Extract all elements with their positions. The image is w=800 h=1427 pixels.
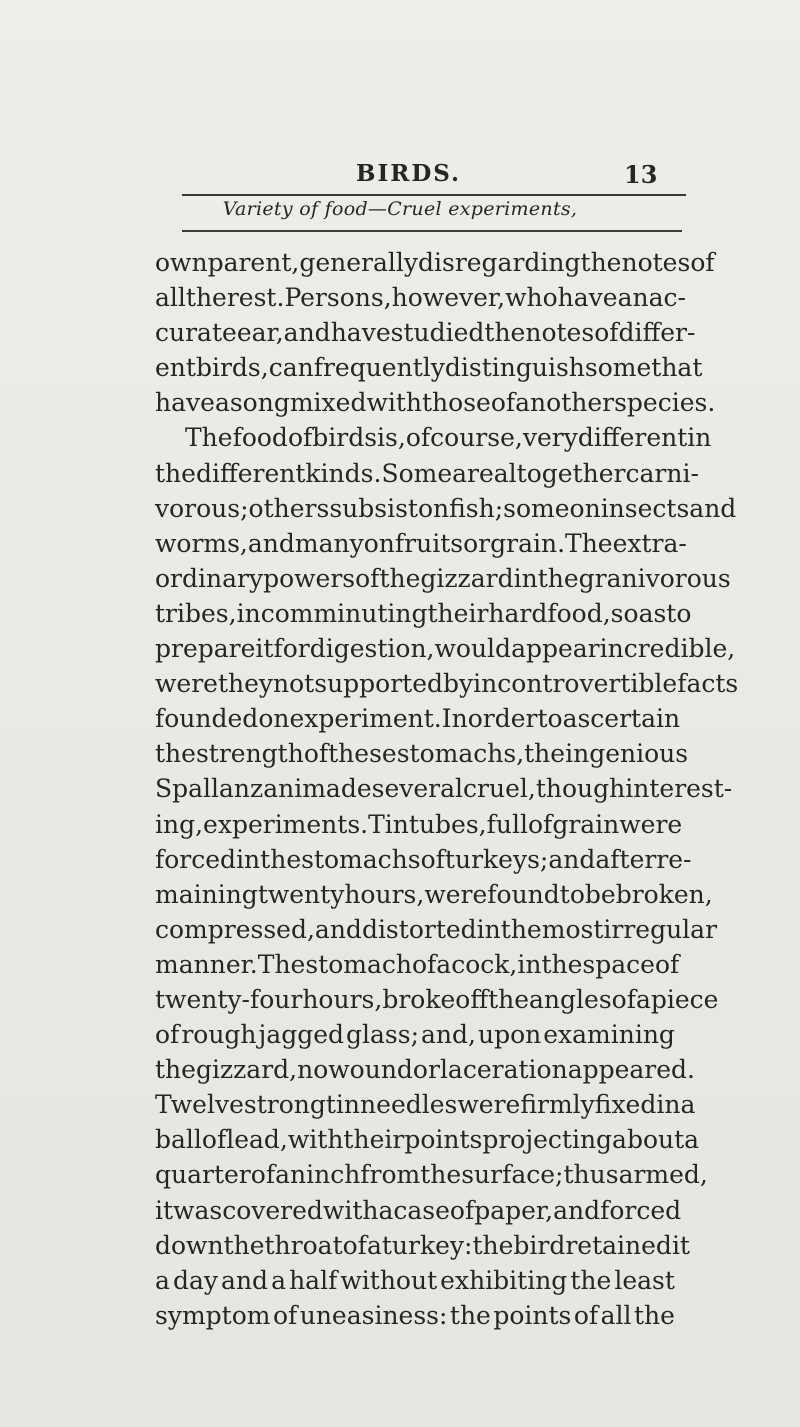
- running-head-title: BIRDS.: [356, 160, 462, 187]
- text-line: prepare it for digestion, would appear incredible,: [155, 634, 736, 664]
- text-line: the gizzard, no wound or laceration appeared.: [155, 1055, 695, 1085]
- text-line: own parent, generally disregarding the notes of: [155, 248, 715, 277]
- text-line: vorous; others subsist on fish; some on insects and: [155, 493, 737, 523]
- running-head: [0, 160, 800, 194]
- text-line: compressed, and distorted in the most irregular: [155, 914, 718, 944]
- text-line: it was covered with a case of paper, and forced: [155, 1195, 682, 1225]
- text-line: twenty-four hours, broke off the angles of a piece: [155, 984, 719, 1014]
- text-line: ent birds, can frequently distinguish some that: [155, 353, 703, 383]
- text-line: have a song mixed with those of another species.: [155, 388, 716, 418]
- text-line: The food of birds is, of course, very different in: [185, 423, 712, 453]
- text-line: ordinary powers of the gizzard in the granivorous: [155, 563, 731, 593]
- text-line: forced in the stomachs of turkeys; and after re-: [155, 844, 692, 874]
- text-line: of rough jagged glass; and, upon examining: [155, 1020, 675, 1050]
- text-line: symptom of uneasiness: the points of all the: [155, 1300, 675, 1330]
- text-line: all the rest. Persons, however, who have an ac-: [155, 283, 686, 313]
- text-line: Spallanzani made several cruel, though interest-: [155, 774, 733, 804]
- text-line: the different kinds. Some are altogether carni-: [155, 458, 699, 488]
- page-number: 13: [624, 160, 658, 189]
- body-text: [155, 245, 739, 1333]
- text-line: tribes, in comminuting their hard food, so as to: [155, 598, 692, 628]
- header-rule-bottom: [182, 230, 682, 232]
- text-line: down the throat of a turkey: the bird retained it: [155, 1230, 690, 1260]
- text-line: founded on experiment. In order to ascertain: [155, 704, 681, 734]
- text-line: quarter of an inch from the surface; thus armed,: [155, 1160, 708, 1190]
- header-rule-top: [182, 194, 686, 196]
- text-line: ing, experiments. Tin tubes, full of grain were: [155, 809, 683, 839]
- text-line: a day and a half without exhibiting the least: [155, 1265, 675, 1295]
- text-line: maining twenty hours, were found to be broken,: [155, 879, 713, 909]
- text-line: ball of lead, with their points projecting about a: [155, 1125, 700, 1155]
- text-line: were they not supported by incontrovertible facts: [155, 669, 739, 699]
- text-line: the strength of these stomachs, the ingenious: [155, 739, 689, 769]
- text-line: worms, and many on fruits or grain. The extra-: [155, 528, 687, 558]
- text-line: Twelve strong tin needles were firmly fixed in a: [155, 1090, 696, 1120]
- text-line: curate ear, and have studied the notes of differ-: [155, 318, 696, 348]
- section-subtitle: Variety of food—Cruel experiments,: [222, 198, 578, 220]
- text-line: manner. The stomach of a cock, in the space of: [155, 949, 680, 979]
